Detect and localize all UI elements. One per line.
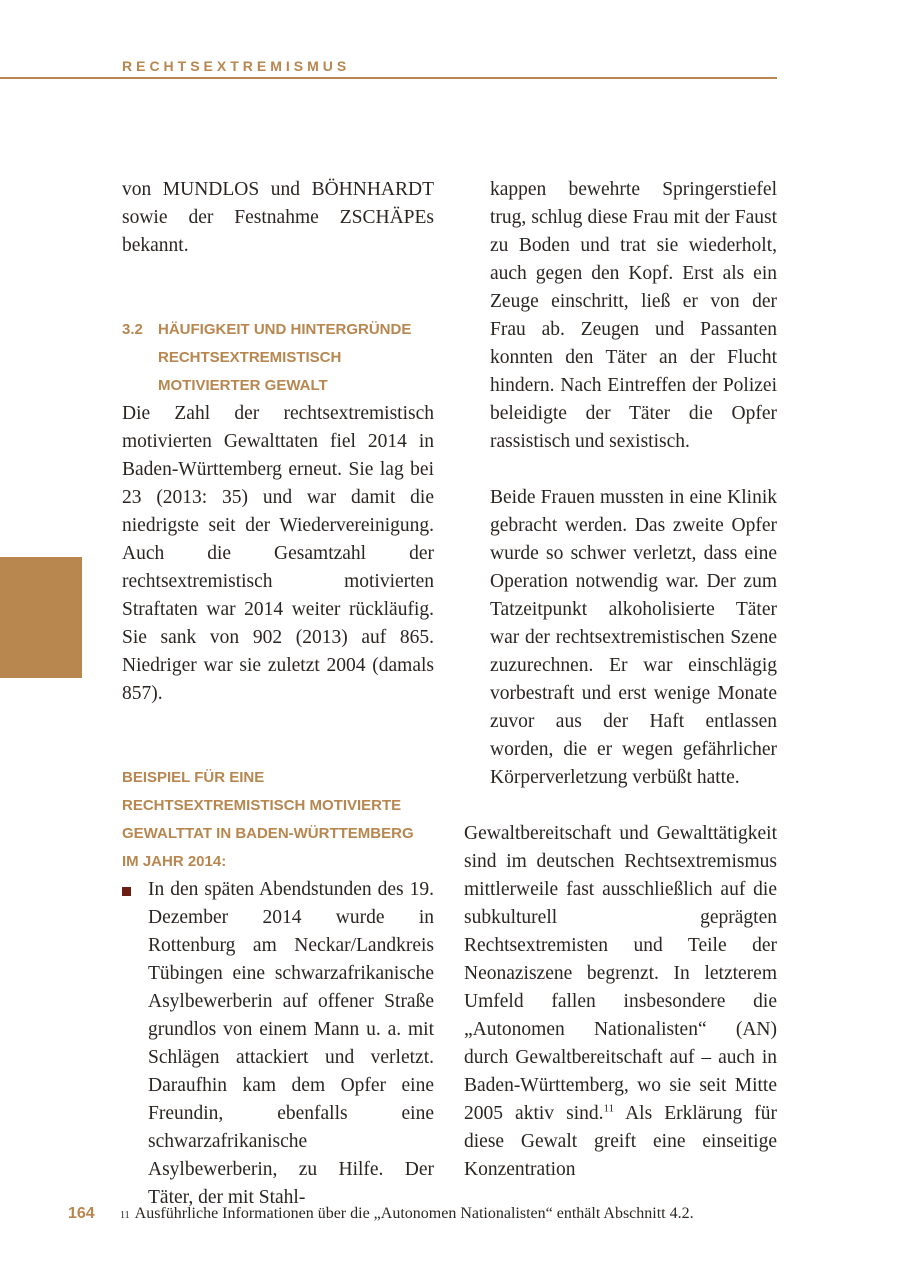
footnote-number: 11 [120,1210,130,1221]
header-rule [0,77,777,79]
footnote-marker: 11 [603,1102,615,1115]
section-title: HÄUFIGKEIT UND HINTERGRÜNDE RECHTSEXTREMISTISCH MOTIVIERTER GEWALT [158,321,412,394]
section-heading [122,316,434,400]
running-title: RECHTSEXTREMISMUS [122,58,351,74]
square-bullet-icon [122,887,131,896]
chapter-side-tab [0,557,82,678]
section-paragraph: Die Zahl der rechtsextremistisch motivierten Gewalttaten fiel 2014 in Baden-Württemberg erneut. Sie lag bei 23 (2013: 35) und war damit die niedrigste seit der Wiedervereinigung. Auch die Gesamtzahl der rechtsextremistisch motivierten Straftaten war 2014 weiter rückläufig. Sie sank von 902 (2013) auf 865. Niedriger war sie zuletzt 2004 (damals 857). [122,403,434,704]
left-column [122,176,434,1212]
example-second-paragraph: Beide Frauen mussten in eine Klinik gebracht werden. Das zweite Opfer wurde so schwer verletzt, dass eine Operation notwendig war. Der zum Tatzeitpunkt alkoholisierte Täter war der rechtsextremistischen Szene zuzurechnen. Er war einschlägig vorbestraft und erst wenige Monate zuvor aus der Haft entlassen worden, die er wegen gefährlicher Körperverletzung verbüßt hatte. [490,487,777,788]
section-number: 3.2 [122,321,143,338]
example-continuation: kappen bewehrte Springerstiefel trug, schlug diese Frau mit der Faust zu Boden und trat sie wiederholt, auch gegen den Kopf. Erst als ein Zeuge einschritt, ließ er von der Frau ab. Zeugen und Passanten konnten den Täter an der Flucht hindern. Nach Eintreffen der Polizei beleidigte der Täter die Opfer rassistisch und sexistisch. [490,179,777,452]
example-bullet-item [122,876,434,1212]
example-bullet-text: In den späten Abendstunden des 19. Dezember 2014 wurde in Rottenburg am Neckar/Landkreis Tübingen eine schwarzafrikanische Asylbewerberin auf offener Straße grundlos von einem Mann u. a. mit Schlägen attackiert und verletzt. Daraufhin kam dem Opfer eine Freundin, ebenfalls eine schwarzafrikanische Asylbewerberin, zu Hilfe. Der Täter, der mit Stahl- [148,879,434,1208]
body-paragraph-end: Als Erklärung für diese Gewalt greift eine einseitige Konzentration [464,1103,777,1180]
body-paragraph [464,820,777,1184]
example-heading: BEISPIEL FÜR EINE RECHTSEXTREMISTISCH MOTIVIERTE GEWALTTAT IN BADEN-WÜRTTEMBERG IM JAHR 2014: [122,769,414,870]
body-paragraph-text: Gewaltbereitschaft und Gewalttätigkeit sind im deutschen Rechtsextremismus mittlerweile fast ausschließlich auf die subkulturell geprägten Rechtsextremisten und Teile der Neonaziszene begrenzt. In letzterem Umfeld fallen insbesondere die „Autonomen Nationalisten“ (AN) durch Gewaltbereitschaft auf – auch in Baden-Württemberg, wo sie seit Mitte 2005 aktiv sind. [464,823,777,1124]
footer [68,1205,828,1223]
footnote-text: Ausführliche Informationen über die „Autonomen Nationalisten“ enthält Abschnitt 4.2. [134,1205,694,1222]
right-column [464,176,777,1184]
intro-paragraph: von MUNDLOS und BÖHNHARDT sowie der Festnahme ZSCHÄPEs bekannt. [122,179,434,256]
page-number: 164 [68,1205,95,1222]
